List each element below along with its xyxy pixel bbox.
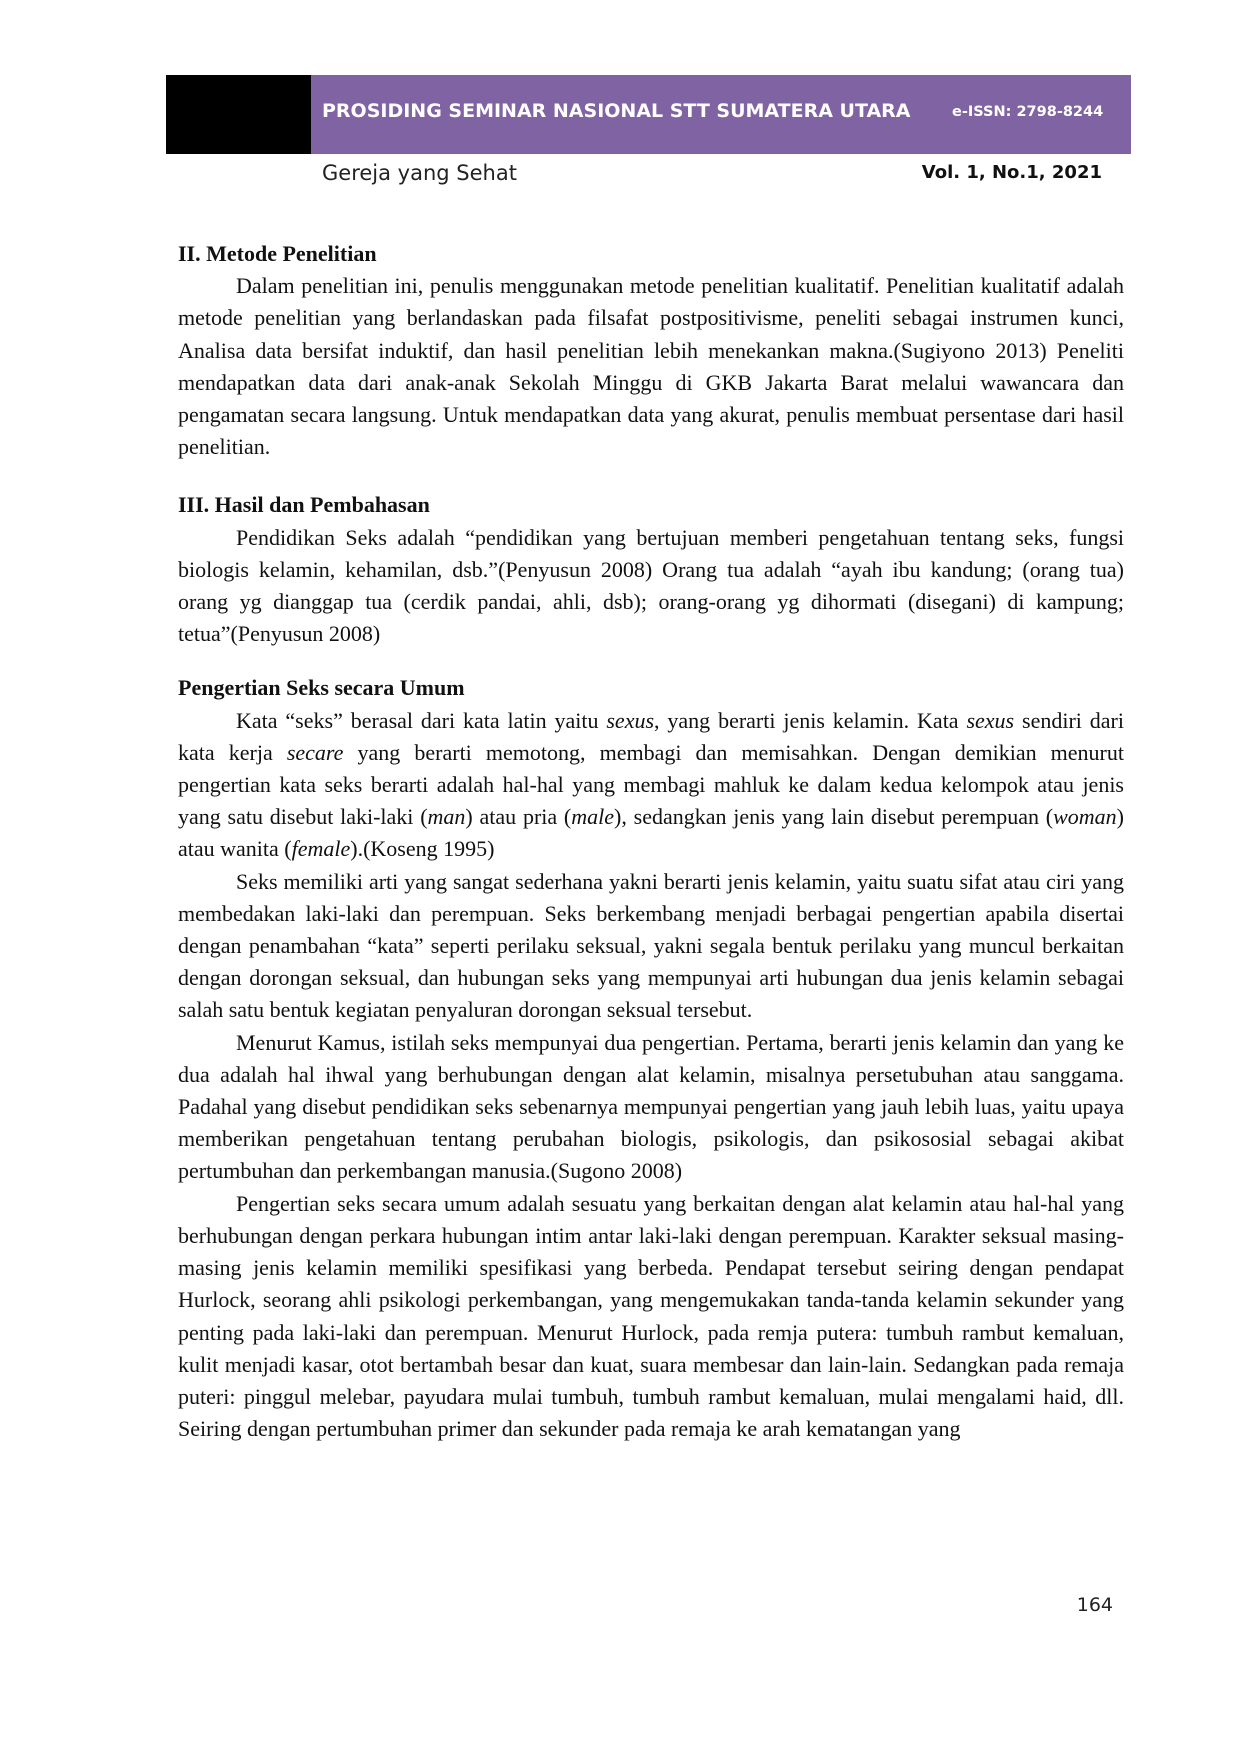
italic-term: secare (286, 739, 344, 765)
header-black-block (166, 75, 311, 154)
text-run: , yang berarti jenis kelamin. Kata (654, 707, 967, 733)
italic-term: man (427, 804, 466, 830)
text-run: sendiri dari kata kerja (178, 707, 1124, 765)
paragraph-hasil-1: Pendidikan Seks adalah “pendidikan yang bertujuan memberi pengetahuan tentang seks, fungsi biologis kelamin, kehamilan, dsb.”(Penyusun 2008) Orang tua adalah “ayah ibu kandung; (orang tua) orang yg dianggap tua (cerdik pandai, ahli, dsb); orang-orang yg dihormati (disegani) di kampung; tetua”(Penyusun 2008) (178, 524, 1124, 647)
italic-term: sexus (966, 707, 1015, 733)
paragraph-pengertian-1 (178, 705, 1124, 866)
text-run: yang berarti memotong, membagi dan memisahkan. Dengan demikian menurut pengertian kata seks berarti adalah hal-hal yang membagi mahluk ke dalam kedua kelompok atau jenis yang satu disebut laki-laki ( (178, 739, 1124, 830)
text-run: ), sedangkan jenis yang lain disebut perempuan ( (614, 804, 1054, 830)
text-run: ) atau wanita ( (178, 804, 1124, 862)
italic-term: male (571, 804, 615, 830)
paragraph-pengertian-2: Seks memiliki arti yang sangat sederhana yakni berarti jenis kelamin, yaitu suatu sifat atau ciri yang membedakan laki-laki dan perempuan. Seks berkembang menjadi berbagai pengertian apabila disertai dengan penambahan “kata” seperti perilaku seksual, yakni segala bentuk perilaku yang muncul berkaitan dengan dorongan seksual, dan hubungan seks yang mempunyai arti hubungan dua jenis kelamin sebagai salah satu bentuk kegiatan penyaluran dorongan seksual tersebut. (178, 868, 1124, 1023)
text-run: Kata “seks” berasal dari kata latin yaitu (236, 707, 607, 733)
paragraph-metode-1: Dalam penelitian ini, penulis menggunakan metode penelitian kualitatif. Penelitian kualitatif adalah metode penelitian yang berlandaskan pada filsafat postpositivisme, peneliti sebagai instrumen kunci, Analisa data bersifat induktif, dan hasil penelitian lebih menekankan makna.(Sugiyono 2013) Peneliti mendapatkan data dari anak-anak Sekolah Minggu di GKB Jakarta Barat melalui wawancara dan pengamatan secara langsung. Untuk mendapatkan data yang akurat, penulis membuat persentase dari hasil penelitian. (178, 273, 1124, 460)
italic-term: woman (1053, 804, 1117, 830)
text-run: ) atau pria ( (465, 804, 572, 830)
document-body (178, 238, 1124, 1445)
paragraph-pengertian-3: Menurut Kamus, istilah seks mempunyai dua pengertian. Pertama, berarti jenis kelamin dan yang ke dua adalah hal ihwal yang berhubungan dengan alat kelamin, misalnya persetubuhan atau sanggama. Padahal yang disebut pendidikan seks sebenarnya mempunyai pengertian yang jauh lebih luas, yaitu upaya memberikan pengetahuan tentang perubahan biologis, psikologis, dan psikososial sebagai akibat pertumbuhan dan perkembangan manusia.(Sugono 2008) (178, 1029, 1124, 1184)
page-number: 164 (1076, 1594, 1113, 1616)
section-heading-hasil: III. Hasil dan Pembahasan (178, 492, 430, 518)
issn-label: e-ISSN: 2798-8244 (952, 104, 1104, 120)
paragraph-pengertian-4: Pengertian seks secara umum adalah sesuatu yang berkaitan dengan alat kelamin atau hal-hal yang berhubungan dengan perkara hubungan intim antar laki-laki dengan perempuan. Karakter seksual masing-masing jenis kelamin memiliki spesifikasi yang berbeda. Pendapat tersebut seiring dengan pendapat Hurlock, seorang ahli psikologi perkembangan, yang mengemukakan tanda-tanda kelamin sekunder yang penting pada laki-laki dan perempuan. Menurut Hurlock, pada remja putera: tumbuh rambut kemaluan, kulit menjadi kasar, otot bertambah besar dan kuat, suara membesar dan lain-lain. Sedangkan pada remaja puteri: pinggul melebar, payudara mulai tumbuh, tumbuh rambut kemaluan, mulai mengalami haid, dll. Seiring dengan pertumbuhan primer dan sekunder pada remaja ke arah kematangan yang (178, 1190, 1124, 1442)
section-heading-metode: II. Metode Penelitian (178, 241, 377, 266)
volume-label: Vol. 1, No.1, 2021 (921, 162, 1102, 183)
text-run: ).(Koseng 1995) (350, 836, 495, 862)
running-subtitle: Gereja yang Sehat (322, 161, 517, 185)
italic-term: sexus (606, 707, 655, 733)
journal-title: PROSIDING SEMINAR NASIONAL STT SUMATERA UTARA (322, 100, 911, 122)
subsection-heading-pengertian: Pengertian Seks secara Umum (178, 675, 465, 701)
italic-term: female (291, 836, 351, 862)
